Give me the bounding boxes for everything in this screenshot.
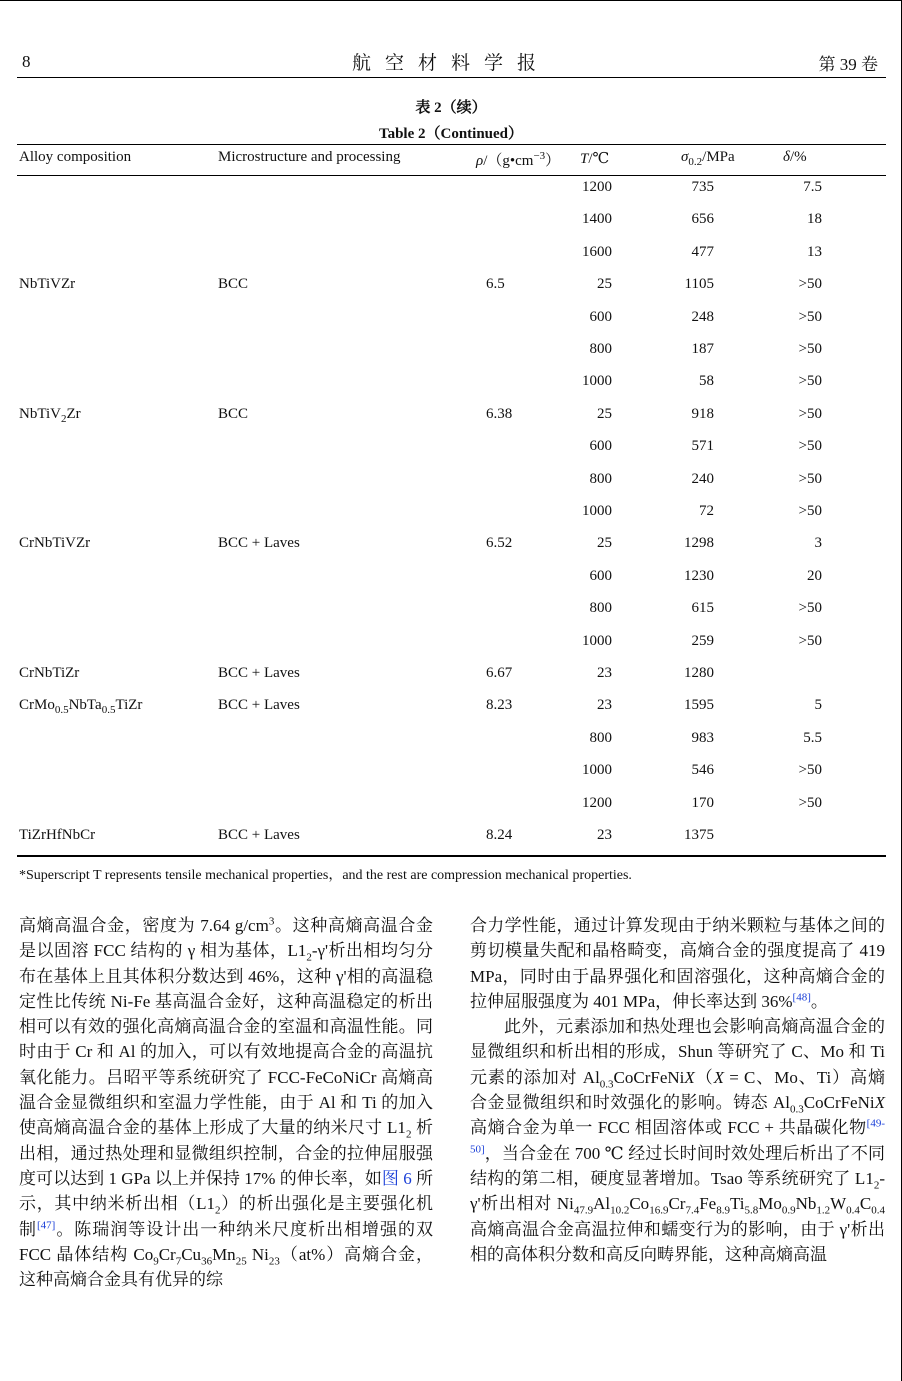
cell-microstructure: BCC + Laves (218, 827, 300, 843)
cell-elongation: >50 (798, 276, 822, 293)
cell-yield-strength: 656 (691, 211, 714, 228)
col-header-temperature: T/℃ (580, 151, 610, 167)
cell-yield-strength: 983 (691, 729, 714, 746)
left-column-paragraph: 高熵高温合金，密度为 7.64 $g/cm^3$。这种高熵高温合金是以固溶 FCC 结构的 γ 相为基体，$L1_2-\gamma'$析出相均匀分布在基体上且其体积分数达到 46%，这种 γ'相的高温稳定性比传统 Ni-Fe 基高温合金好，这种高温稳定的析出相可以有效的强化高熵高温合金的室温和高温性能。同时由于 Cr 和 Al 的加入，可以有效地提高合金的高温抗氧化能力。吕昭平等系统研究了 FCC-FeCoNiCr 高熵高温合金显微组织和室温力学性能，由于 Al 和 Ti 的加入使高熵高温合金的基体上形成了大量的纳米尺寸 $L1_2$ 析出相，通过热处理和显微组织控制，合金的拉伸屈服强度可以达到 1 GPa 以上并保持 17% 的伸长率，如图 6 所示，其中纳米析出相$(L1_2)$的析出强化是主要强化机制[47]。陈瑞润等设计出一种纳米尺度析出相增强的双 FCC 晶体结构 $Co_9Cr_7Cu_{36}Mn_{25}$ $Ni_{23}(at\%)$高熵合金，这种高熵合金具有优异的综 (19, 915, 434, 1290)
cell-density: 8.23 (486, 697, 513, 714)
cell-microstructure: BCC (218, 276, 249, 293)
cell-elongation: 13 (807, 243, 822, 260)
table-caption-en: Table 2（Continued） (378, 126, 524, 142)
cell-elongation: >50 (798, 794, 822, 811)
cell-temperature: 600 (589, 567, 612, 584)
col-header-yield-strength: $\sigma_{0.2}$/MPa (681, 149, 735, 168)
cell-yield-strength: 546 (691, 762, 714, 779)
cell-elongation (782, 663, 822, 683)
cell-temperature: 1000 (582, 373, 612, 390)
cell-temperature: 25 (597, 405, 612, 422)
cell-alloy: NbTiV$_2$Zr (19, 405, 81, 425)
volume-label: 第 39 卷 (818, 55, 878, 74)
cell-temperature: 600 (589, 438, 612, 455)
cell-yield-strength: 248 (691, 308, 714, 325)
cell-yield-strength: 1375 (684, 827, 714, 843)
cell-yield-strength: 58 (699, 373, 714, 390)
col-header-microstructure: Microstructure and processing (218, 149, 401, 165)
cell-yield-strength: 1105 (684, 276, 714, 293)
journal-title: 航空材料学报 (351, 53, 550, 74)
cell-elongation: >50 (798, 373, 822, 390)
cell-density: 6.52 (486, 535, 513, 552)
cell-elongation: >50 (798, 341, 822, 357)
table-caption-cn: 表 2（续） (415, 100, 487, 116)
cell-yield-strength: 1280 (684, 665, 714, 681)
citation-48[interactable]: [48] (792, 991, 811, 1004)
cell-elongation: >50 (798, 470, 822, 487)
cell-yield-strength: 571 (691, 438, 714, 455)
cell-temperature: 1000 (582, 632, 612, 649)
cell-elongation: >50 (798, 308, 822, 325)
cell-elongation (782, 825, 822, 845)
cell-microstructure: BCC (218, 405, 249, 422)
cell-temperature: 25 (597, 276, 612, 293)
cell-temperature: 600 (589, 308, 612, 325)
cell-elongation: 3 (814, 535, 822, 552)
cell-temperature: 23 (597, 665, 612, 681)
cell-yield-strength: 259 (691, 632, 714, 649)
right-paragraph-1: 合力学性能，通过计算发现由于纳米颗粒与基体之间的剪切模量失配和晶格畸变，高熵合金的强度提高了 419 MPa，同时由于晶界强化和固溶强化，这种高熵合金的拉伸屈服强度为 401 MPa，伸长率达到 36%[48]。 (470, 916, 885, 1011)
table-top-rule (17, 144, 886, 145)
cell-yield-strength: 240 (691, 470, 714, 487)
page-number: 8 (22, 52, 31, 71)
cell-elongation: 7.5 (803, 179, 822, 195)
cell-alloy: TiZrHfNbCr (19, 827, 96, 843)
cell-microstructure: BCC + Laves (218, 697, 300, 714)
cell-yield-strength: 615 (691, 600, 714, 617)
cell-alloy: CrMo$_{0.5}$NbTa$_{0.5}$TiZr (19, 697, 143, 717)
cell-elongation: >50 (798, 600, 822, 617)
cell-microstructure: BCC + Laves (218, 535, 300, 552)
cell-temperature: 800 (589, 470, 612, 487)
cell-temperature: 1200 (582, 794, 612, 811)
col-header-density: $\rho/(g•cm^{-3})$ (476, 150, 561, 169)
cell-elongation: >50 (798, 438, 822, 455)
cell-elongation: 5 (814, 697, 822, 714)
cell-temperature: 23 (597, 697, 612, 714)
cell-yield-strength: 1298 (684, 535, 714, 552)
cell-alloy: NbTiVZr (19, 276, 76, 293)
cell-elongation: 20 (807, 567, 822, 584)
cell-temperature: 1200 (582, 179, 612, 195)
cell-elongation: >50 (798, 405, 822, 422)
cell-yield-strength: 72 (699, 503, 714, 519)
cell-alloy: CrNbTiVZr (19, 535, 91, 552)
cell-elongation: >50 (798, 762, 822, 779)
citation-47[interactable]: [47] (37, 1218, 56, 1231)
table-header-rule (17, 175, 886, 176)
header-rule (17, 77, 886, 78)
cell-alloy: CrNbTiZr (19, 665, 80, 681)
cell-yield-strength: 918 (691, 405, 714, 422)
cell-temperature: 800 (589, 729, 612, 746)
citation-49-50[interactable]: [49-50] (470, 1117, 885, 1156)
cell-yield-strength: 170 (691, 794, 714, 811)
page-top-border (0, 0, 902, 1)
cell-temperature: 25 (597, 535, 612, 552)
cell-density: 6.5 (486, 276, 505, 293)
figure-6-link[interactable]: 图 6 (381, 1168, 412, 1188)
table-footnote: *Superscript T represents tensile mechanical properties，and the rest are compression mechanical properties. (19, 868, 632, 883)
cell-temperature: 1600 (582, 243, 612, 260)
col-header-alloy: Alloy composition (19, 149, 132, 165)
cell-temperature: 23 (597, 827, 612, 843)
right-column-paragraphs (470, 913, 885, 1267)
cell-elongation: 5.5 (803, 729, 822, 746)
cell-yield-strength: 187 (691, 341, 714, 357)
cell-yield-strength: 1595 (684, 697, 714, 714)
cell-density: 6.38 (486, 405, 513, 422)
cell-elongation: 18 (807, 211, 822, 228)
col-header-elongation: δ/% (783, 149, 807, 165)
cell-temperature: 1000 (582, 762, 612, 779)
cell-yield-strength: 735 (691, 179, 714, 195)
table-bottom-rule (17, 855, 886, 857)
cell-density: 6.67 (486, 665, 513, 681)
cell-yield-strength: 1230 (684, 567, 714, 584)
cell-temperature: 1000 (582, 503, 612, 519)
cell-temperature: 1400 (582, 211, 612, 228)
cell-density: 8.24 (486, 827, 513, 843)
cell-elongation: >50 (798, 632, 822, 649)
cell-microstructure: BCC + Laves (218, 665, 300, 681)
cell-temperature: 800 (589, 341, 612, 357)
cell-elongation: >50 (798, 503, 822, 519)
cell-temperature: 800 (589, 600, 612, 617)
cell-yield-strength: 477 (691, 243, 714, 260)
right-paragraph-2: 此外，元素添加和热处理也会影响高熵高温合金的显微组织和析出相的形成，Shun 等研究了 C、Mo 和 Ti 元素的添加对 $Al_{0.3}CoCrFeNiX(X = C$、Mo、Ti）高熵合金显微组织和时效强化的影响。铸态 $Al_{0.3}CoCrFeNiX$ 高熵合金为单一 FCC 相固溶体或 FCC + 共晶碳化物[49-50]，当合金在 700 ℃ 经过长时间时效处理后析出了不同结构的第二相，硬度显著增加。Tsao 等系统研究了 $L1_2-\gamma'$析出相对 $Ni_{47.9}Al_{10.2}Co_{16.9}Cr_{7.4}Fe_{8.9}Ti_{5.8}Mo_{0.9}Nb_{1.2}W_{0.4}C_{0.4}$ 高熵高温合金高温拉伸和蠕变行为的影响，由于 γ'析出相的高体积分数和高反向畴界能，这种高熵高温 (470, 1017, 886, 1264)
